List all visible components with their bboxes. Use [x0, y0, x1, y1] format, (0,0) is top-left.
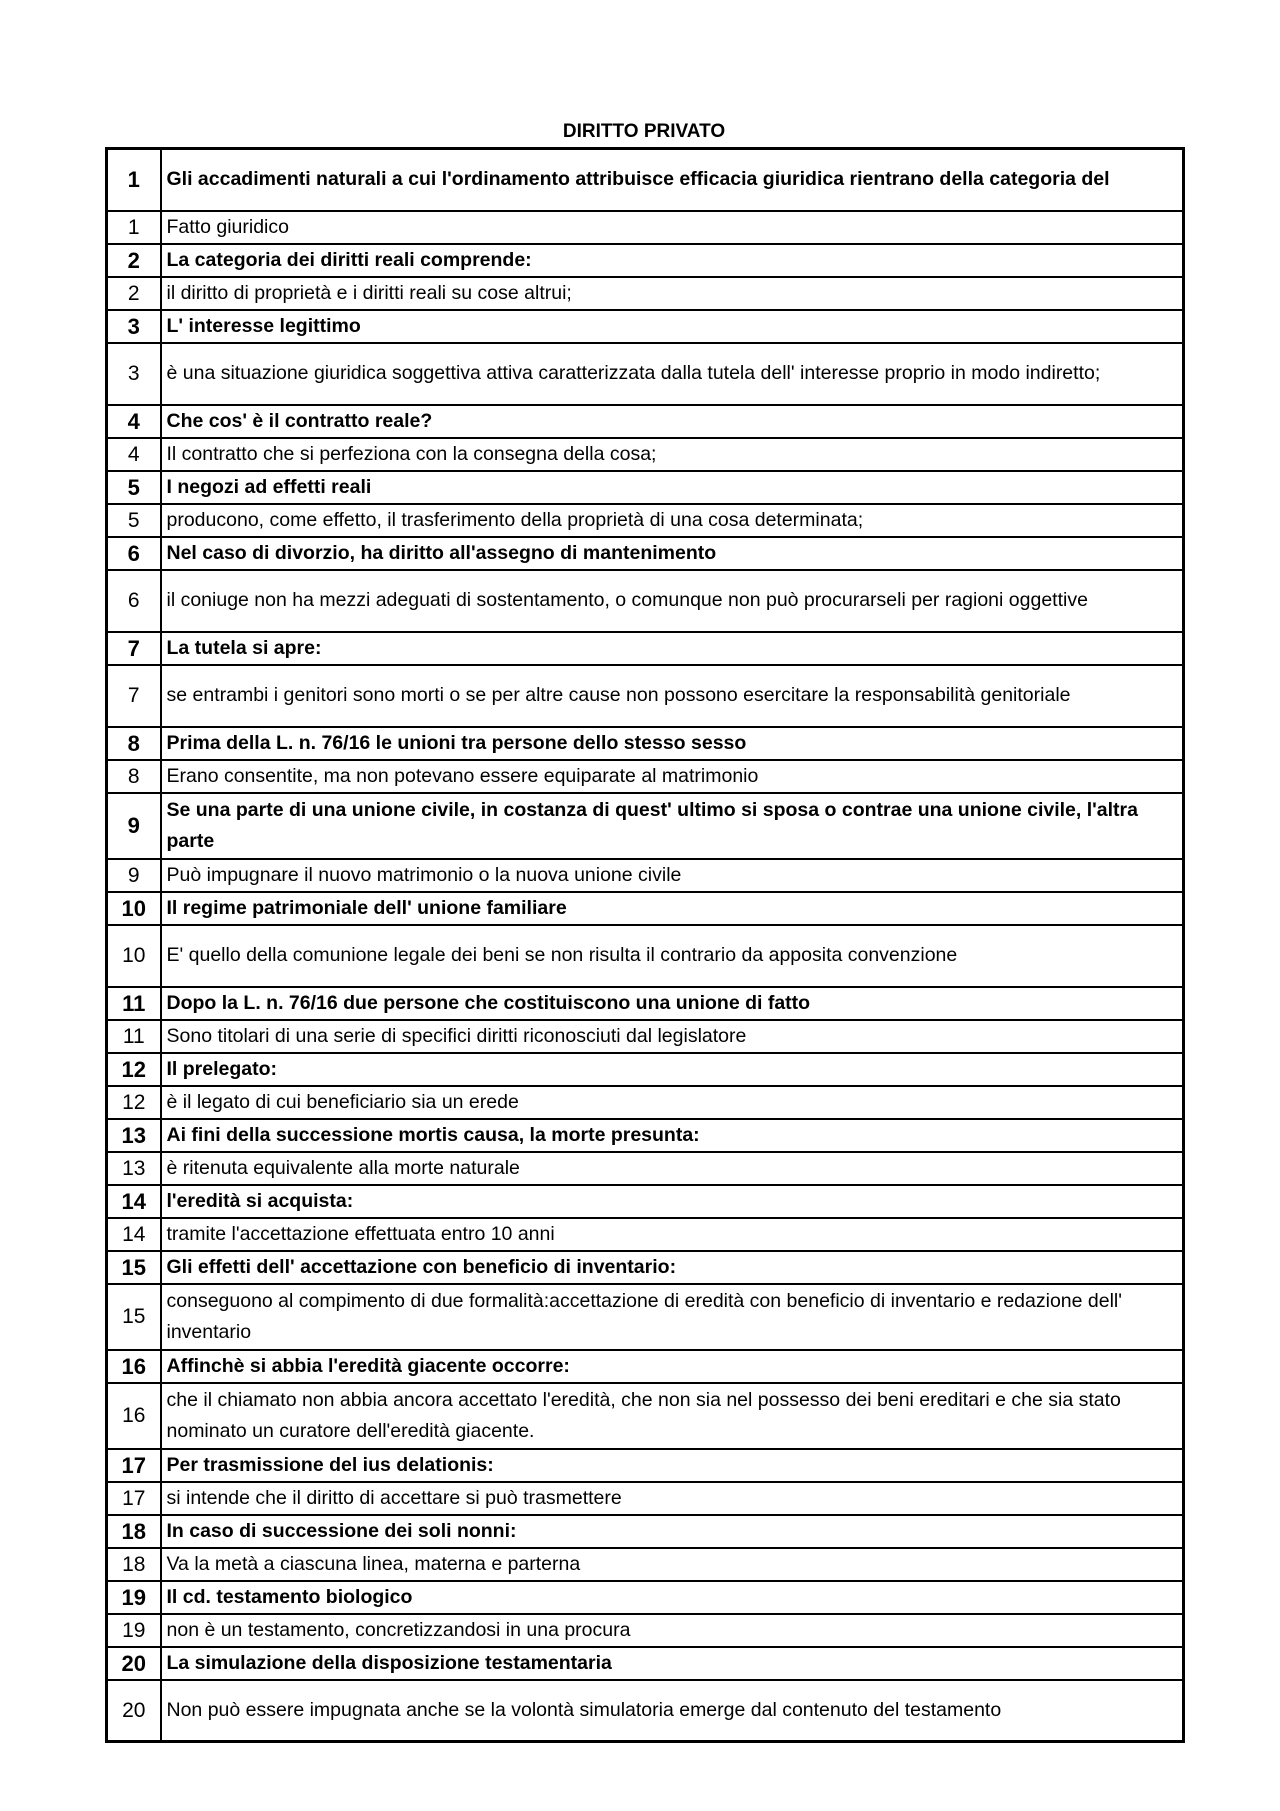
question-text: Se una parte di una unione civile, in costanza di quest' ultimo si sposa o contrae una unione civile, l'altra parte	[161, 793, 1184, 859]
question-number: 19	[107, 1581, 161, 1614]
answer-row	[107, 1548, 1184, 1581]
question-number: 2	[107, 244, 161, 277]
question-text: Affinchè si abbia l'eredità giacente occorre:	[161, 1350, 1184, 1383]
answer-row	[107, 1614, 1184, 1647]
question-text: Gli accadimenti naturali a cui l'ordinamento attribuisce efficacia giuridica rientrano della categoria del	[161, 149, 1184, 211]
question-row	[107, 471, 1184, 504]
answer-text: è ritenuta equivalente alla morte naturale	[161, 1152, 1184, 1185]
answer-number: 4	[107, 438, 161, 471]
answer-row	[107, 570, 1184, 632]
question-row	[107, 793, 1184, 859]
question-row	[107, 1449, 1184, 1482]
answer-row	[107, 277, 1184, 310]
answer-text: si intende che il diritto di accettare si può trasmettere	[161, 1482, 1184, 1515]
answer-row	[107, 504, 1184, 537]
answer-row	[107, 1152, 1184, 1185]
answer-text: che il chiamato non abbia ancora accettato l'eredità, che non sia nel possesso dei beni ereditari e che sia stato nominato un curatore dell'eredità giacente.	[161, 1383, 1184, 1449]
question-text: In caso di successione dei soli nonni:	[161, 1515, 1184, 1548]
question-text: Dopo la L. n. 76/16 due persone che costituiscono una unione di fatto	[161, 987, 1184, 1020]
answer-number: 17	[107, 1482, 161, 1515]
question-text: Gli effetti dell' accettazione con beneficio di inventario:	[161, 1251, 1184, 1284]
answer-row	[107, 760, 1184, 793]
answer-text: Non può essere impugnata anche se la volontà simulatoria emerge dal contenuto del testamento	[161, 1680, 1184, 1742]
question-text: Che cos' è il contratto reale?	[161, 405, 1184, 438]
qa-table	[105, 147, 1185, 1743]
answer-number: 10	[107, 925, 161, 987]
question-number: 10	[107, 892, 161, 925]
answer-text: Erano consentite, ma non potevano essere equiparate al matrimonio	[161, 760, 1184, 793]
question-row	[107, 405, 1184, 438]
answer-text: è il legato di cui beneficiario sia un erede	[161, 1086, 1184, 1119]
question-row	[107, 1581, 1184, 1614]
answer-number: 14	[107, 1218, 161, 1251]
answer-text: producono, come effetto, il trasferimento della proprietà di una cosa determinata;	[161, 504, 1184, 537]
answer-text: il diritto di proprietà e i diritti reali su cose altrui;	[161, 277, 1184, 310]
question-text: I negozi ad effetti reali	[161, 471, 1184, 504]
answer-number: 9	[107, 859, 161, 892]
answer-number: 7	[107, 665, 161, 727]
question-row	[107, 1515, 1184, 1548]
answer-text: tramite l'accettazione effettuata entro 10 anni	[161, 1218, 1184, 1251]
question-text: Nel caso di divorzio, ha diritto all'assegno di mantenimento	[161, 537, 1184, 570]
question-number: 4	[107, 405, 161, 438]
question-row	[107, 1053, 1184, 1086]
qa-table-body	[107, 149, 1184, 1742]
answer-text: E' quello della comunione legale dei beni se non risulta il contrario da apposita convenzione	[161, 925, 1184, 987]
answer-text: Può impugnare il nuovo matrimonio o la nuova unione civile	[161, 859, 1184, 892]
question-number: 16	[107, 1350, 161, 1383]
answer-text: è una situazione giuridica soggettiva attiva caratterizzata dalla tutela dell' interesse proprio in modo indiretto;	[161, 343, 1184, 405]
answer-number: 20	[107, 1680, 161, 1742]
question-number: 15	[107, 1251, 161, 1284]
answer-number: 19	[107, 1614, 161, 1647]
answer-row	[107, 665, 1184, 727]
answer-row	[107, 1680, 1184, 1742]
question-row	[107, 149, 1184, 211]
answer-row	[107, 343, 1184, 405]
question-row	[107, 1251, 1184, 1284]
answer-number: 18	[107, 1548, 161, 1581]
answer-number: 6	[107, 570, 161, 632]
question-row	[107, 1647, 1184, 1680]
answer-number: 12	[107, 1086, 161, 1119]
question-number: 1	[107, 149, 161, 211]
question-text: Ai fini della successione mortis causa, la morte presunta:	[161, 1119, 1184, 1152]
question-number: 13	[107, 1119, 161, 1152]
answer-text: non è un testamento, concretizzandosi in una procura	[161, 1614, 1184, 1647]
question-row	[107, 1119, 1184, 1152]
question-text: l'eredità si acquista:	[161, 1185, 1184, 1218]
answer-text: Fatto giuridico	[161, 211, 1184, 244]
answer-number: 11	[107, 1020, 161, 1053]
question-row	[107, 632, 1184, 665]
question-row	[107, 987, 1184, 1020]
question-row	[107, 1350, 1184, 1383]
question-number: 8	[107, 727, 161, 760]
question-text: L' interesse legittimo	[161, 310, 1184, 343]
answer-number: 3	[107, 343, 161, 405]
question-row	[107, 727, 1184, 760]
question-row	[107, 892, 1184, 925]
answer-row	[107, 1482, 1184, 1515]
answer-number: 5	[107, 504, 161, 537]
answer-row	[107, 438, 1184, 471]
answer-number: 15	[107, 1284, 161, 1350]
question-number: 9	[107, 793, 161, 859]
question-text: Il regime patrimoniale dell' unione familiare	[161, 892, 1184, 925]
question-number: 12	[107, 1053, 161, 1086]
answer-number: 8	[107, 760, 161, 793]
answer-text: Sono titolari di una serie di specifici diritti riconosciuti dal legislatore	[161, 1020, 1184, 1053]
answer-text: Va la metà a ciascuna linea, materna e parterna	[161, 1548, 1184, 1581]
answer-row	[107, 1086, 1184, 1119]
answer-row	[107, 1020, 1184, 1053]
answer-number: 2	[107, 277, 161, 310]
question-text: Il prelegato:	[161, 1053, 1184, 1086]
question-text: Per trasmissione del ius delationis:	[161, 1449, 1184, 1482]
question-number: 3	[107, 310, 161, 343]
document-title: DIRITTO PRIVATO	[562, 121, 726, 142]
answer-number: 1	[107, 211, 161, 244]
question-number: 20	[107, 1647, 161, 1680]
question-text: La categoria dei diritti reali comprende:	[161, 244, 1184, 277]
question-text: La simulazione della disposizione testamentaria	[161, 1647, 1184, 1680]
question-number: 18	[107, 1515, 161, 1548]
question-number: 14	[107, 1185, 161, 1218]
answer-row	[107, 925, 1184, 987]
question-number: 17	[107, 1449, 161, 1482]
answer-row	[107, 859, 1184, 892]
question-number: 5	[107, 471, 161, 504]
answer-row	[107, 1218, 1184, 1251]
answer-text: Il contratto che si perfeziona con la consegna della cosa;	[161, 438, 1184, 471]
question-text: Prima della L. n. 76/16 le unioni tra persone dello stesso sesso	[161, 727, 1184, 760]
question-row	[107, 1185, 1184, 1218]
question-row	[107, 537, 1184, 570]
answer-text: se entrambi i genitori sono morti o se per altre cause non possono esercitare la responsabilità genitoriale	[161, 665, 1184, 727]
answer-number: 16	[107, 1383, 161, 1449]
answer-number: 13	[107, 1152, 161, 1185]
question-number: 11	[107, 987, 161, 1020]
answer-row	[107, 211, 1184, 244]
answer-row	[107, 1284, 1184, 1350]
question-number: 6	[107, 537, 161, 570]
question-row	[107, 244, 1184, 277]
question-text: Il cd. testamento biologico	[161, 1581, 1184, 1614]
answer-text: il coniuge non ha mezzi adeguati di sostentamento, o comunque non può procurarseli per ragioni oggettive	[161, 570, 1184, 632]
answer-row	[107, 1383, 1184, 1449]
answer-text: conseguono al compimento di due formalità:accettazione di eredità con beneficio di inventario e redazione dell' inventario	[161, 1284, 1184, 1350]
question-number: 7	[107, 632, 161, 665]
question-row	[107, 310, 1184, 343]
question-text: La tutela si apre:	[161, 632, 1184, 665]
